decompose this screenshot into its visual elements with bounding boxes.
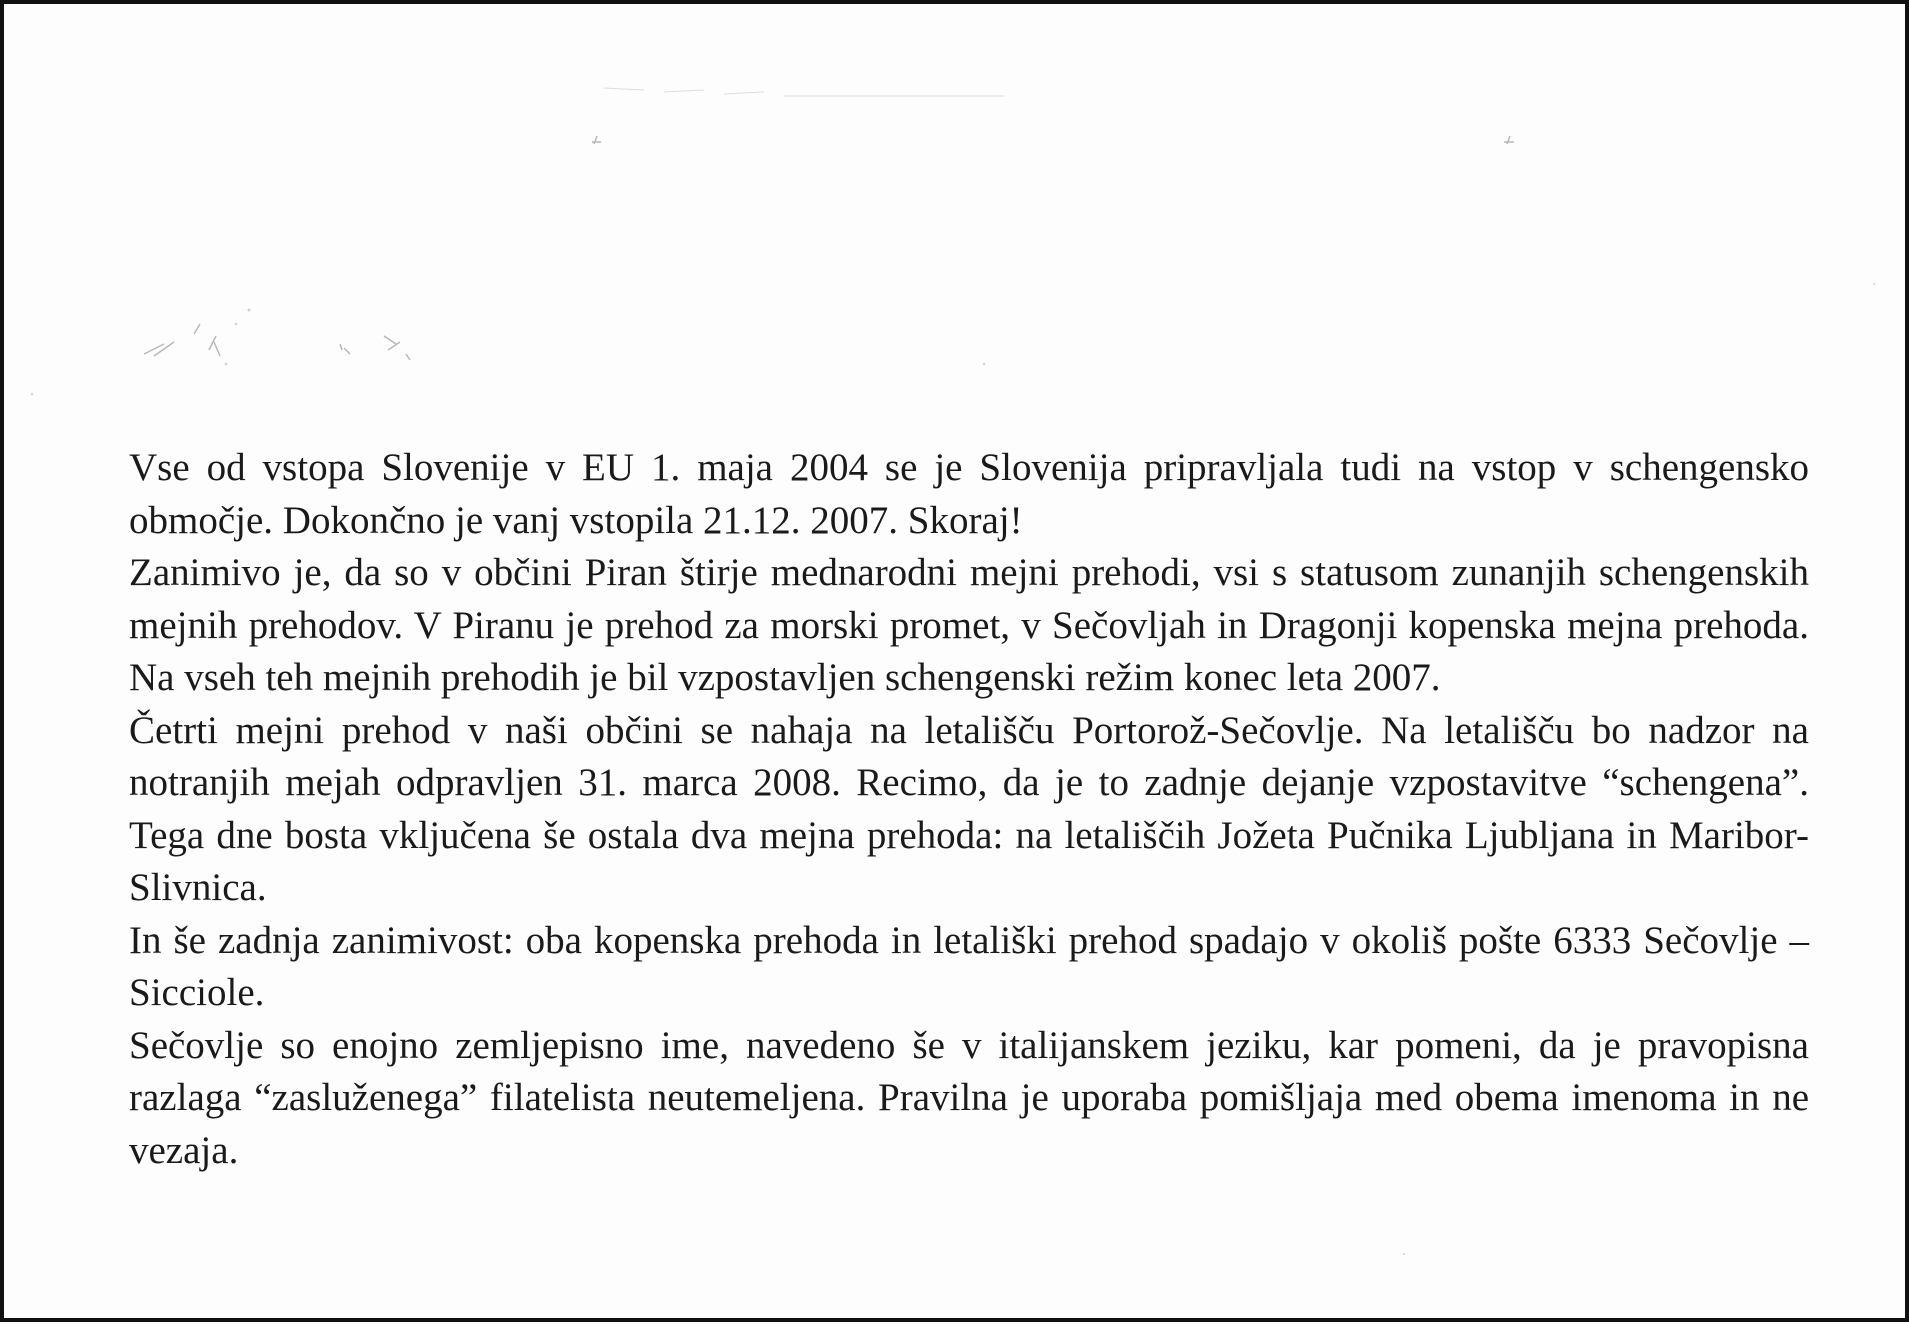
paragraph-border-crossings: Zanimivo je, da so v občini Piran štirje mednarodni mejni prehodi, vsi s statusom zunanjih schengenskih mejnih prehodov. V Piranu je prehod za morski promet, v Sečovljah in Dragonji kopenska mejna prehoda. Na vseh teh mejnih prehodih je bil vzpostavljen schengenski režim konec leta 2007. bbox=[129, 551, 1809, 699]
paragraph-airport-crossing: Četrti mejni prehod v naši občini se nahaja na letališču Portorož-Sečovlje. Na letališču bo nadzor na notranjih mejah odpravljen 31. marca 2008. Recimo, da je to zadnje dejanje vzpostavitve “schengena”. Tega dne bosta vključena še ostala dva mejna prehoda: na letališčih Jožeta Pučnika Ljubljana in Maribor-Slivnica. bbox=[129, 708, 1809, 909]
paragraph-post-office: In še zadnja zanimivost: oba kopenska prehoda in letališki prehod spadajo v okoliš pošte 6333 Sečovlje – Sicciole. bbox=[129, 918, 1809, 1014]
document-text bbox=[129, 442, 1809, 1177]
paragraph-schengen-entry: Vse od vstopa Slovenije v EU 1. maja 2004 se je Slovenija pripravljala tudi na vstop v schengensko območje. Dokončno je vanj vstopila 21.12. 2007. Skoraj! bbox=[129, 446, 1809, 542]
paragraph-place-name: Sečovlje so enojno zemljepisno ime, navedeno še v italijanskem jeziku, kar pomeni, da je pravopisna razlaga “zasluženega” filatelista neutemeljena. Pravilna je uporaba pomišljaja med obema imenoma in ne vezaja. bbox=[129, 1023, 1809, 1172]
